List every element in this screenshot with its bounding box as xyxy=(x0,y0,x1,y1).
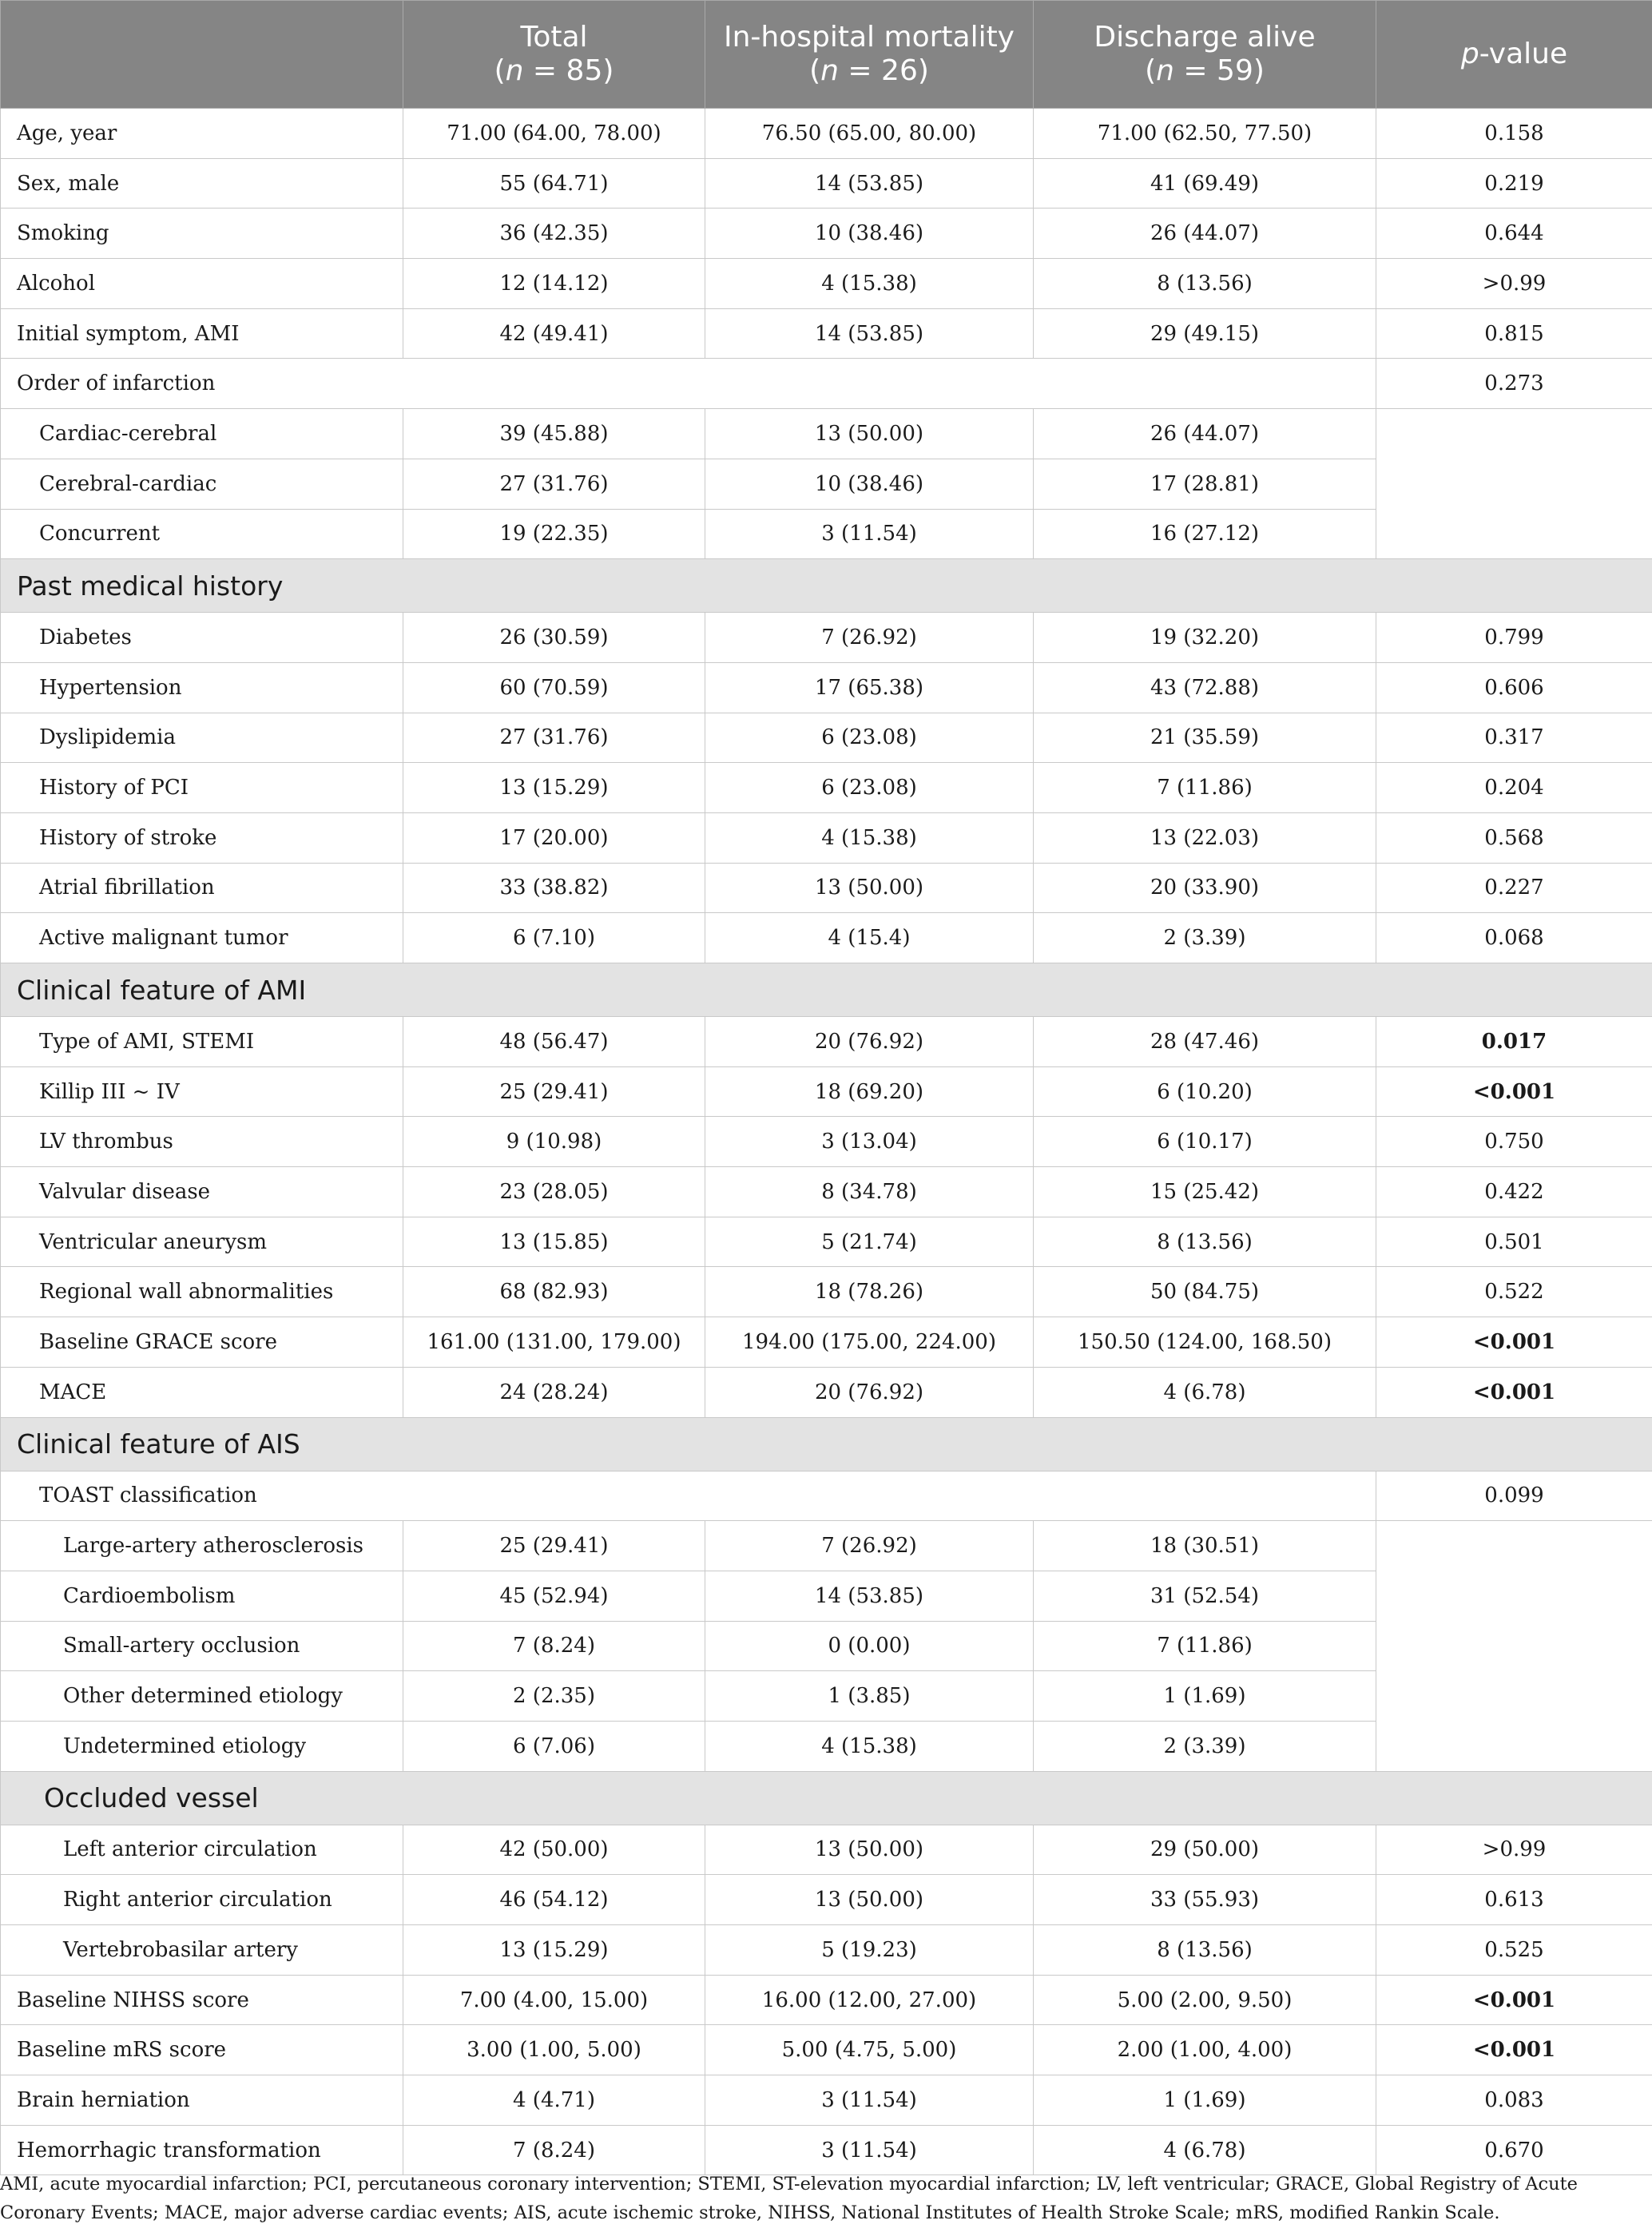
row-grace-score xyxy=(1,1317,1652,1368)
cell-alive: 8 (13.56) xyxy=(1034,1217,1376,1267)
cell-mortality: 20 (76.92) xyxy=(705,1367,1034,1417)
row-dyslipidemia xyxy=(1,713,1652,763)
cell-p: <0.001 xyxy=(1376,2025,1652,2075)
row-age xyxy=(1,109,1652,159)
cell-p: <0.001 xyxy=(1376,1975,1652,2025)
header-row xyxy=(1,1,1652,109)
cell-mortality: 17 (65.38) xyxy=(705,662,1034,713)
cell-total: 19 (22.35) xyxy=(403,509,705,559)
cell-mortality: 7 (26.92) xyxy=(705,1521,1034,1571)
cell-mortality: 18 (69.20) xyxy=(705,1066,1034,1117)
row-atrial-fibrillation xyxy=(1,863,1652,913)
cell-p: 0.670 xyxy=(1376,2125,1652,2175)
row-label: Baseline mRS score xyxy=(1,2025,403,2075)
cell-p: >0.99 xyxy=(1376,1825,1652,1875)
row-label: Initial symptom, AMI xyxy=(1,308,403,359)
row-label: Baseline NIHSS score xyxy=(1,1975,403,2025)
row-diabetes xyxy=(1,613,1652,663)
cell-alive: 26 (44.07) xyxy=(1034,409,1376,459)
row-label: Type of AMI, STEMI xyxy=(1,1017,403,1067)
cell-alive: 71.00 (62.50, 77.50) xyxy=(1034,109,1376,159)
cell-p: >0.99 xyxy=(1376,259,1652,309)
cell-alive: 21 (35.59) xyxy=(1034,713,1376,763)
cell-alive: 4 (6.78) xyxy=(1034,1367,1376,1417)
row-order-of-infarction xyxy=(1,359,1652,409)
cell-mortality: 13 (50.00) xyxy=(705,863,1034,913)
cell-total: 25 (29.41) xyxy=(403,1066,705,1117)
row-label: Vertebrobasilar artery xyxy=(1,1925,403,1976)
cell-alive: 150.50 (124.00, 168.50) xyxy=(1034,1317,1376,1368)
cell-alive: 13 (22.03) xyxy=(1034,812,1376,863)
cell-alive: 19 (32.20) xyxy=(1034,613,1376,663)
row-label: Cardiac-cerebral xyxy=(1,409,403,459)
row-label: TOAST classification xyxy=(1,1471,1376,1521)
cell-alive: 29 (49.15) xyxy=(1034,308,1376,359)
cell-total: 45 (52.94) xyxy=(403,1571,705,1621)
row-label: Killip III ~ IV xyxy=(1,1066,403,1117)
cell-p: 0.750 xyxy=(1376,1117,1652,1167)
cell-p: 0.083 xyxy=(1376,2075,1652,2126)
cell-total: 33 (38.82) xyxy=(403,863,705,913)
cell-mortality: 18 (78.26) xyxy=(705,1267,1034,1317)
header-variable xyxy=(1,1,403,109)
cell-alive: 50 (84.75) xyxy=(1034,1267,1376,1317)
cell-total: 24 (28.24) xyxy=(403,1367,705,1417)
row-stemi xyxy=(1,1017,1652,1067)
cell-alive: 2 (3.39) xyxy=(1034,1721,1376,1771)
row-label: Small-artery occlusion xyxy=(1,1621,403,1671)
cell-p: <0.001 xyxy=(1376,1317,1652,1368)
section-past-medical-history xyxy=(1,559,1652,613)
cell-mortality: 3 (11.54) xyxy=(705,2075,1034,2126)
cell-alive: 6 (10.17) xyxy=(1034,1117,1376,1167)
section-clinical-feature-ais xyxy=(1,1417,1652,1471)
row-label: History of stroke xyxy=(1,812,403,863)
cell-total: 25 (29.41) xyxy=(403,1521,705,1571)
cell-alive: 7 (11.86) xyxy=(1034,1621,1376,1671)
row-label: Right anterior circulation xyxy=(1,1875,403,1925)
section-label: Clinical feature of AMI xyxy=(1,963,1652,1017)
cell-alive: 4 (6.78) xyxy=(1034,2125,1376,2175)
cell-p: 0.606 xyxy=(1376,662,1652,713)
row-wall-abnormalities xyxy=(1,1267,1652,1317)
cell-p: 0.522 xyxy=(1376,1267,1652,1317)
cell-mortality: 5.00 (4.75, 5.00) xyxy=(705,2025,1034,2075)
cell-p: 0.525 xyxy=(1376,1925,1652,1976)
table-footnote: AMI, acute myocardial infarction; PCI, percutaneous coronary intervention; STEMI, ST-elevation myocardial infarction; LV, left ventricular; GRACE, Global Registry of Acute Coronary Events; MACE, major adverse cardiac events; AIS, acute ischemic stroke, NIHSS, National Institutes of Health Stroke Scale; mRS, modified Rankin Scale. xyxy=(0,2174,1578,2223)
cell-p: 0.227 xyxy=(1376,863,1652,913)
row-label: Concurrent xyxy=(1,509,403,559)
row-hemorrhagic-transformation xyxy=(1,2125,1652,2175)
cell-alive: 43 (72.88) xyxy=(1034,662,1376,713)
row-label: Alcohol xyxy=(1,259,403,309)
row-label: Left anterior circulation xyxy=(1,1825,403,1875)
row-label: Order of infarction xyxy=(1,359,1376,409)
row-label: Dyslipidemia xyxy=(1,713,403,763)
cell-alive: 31 (52.54) xyxy=(1034,1571,1376,1621)
header-mortality: In-hospital mortality (n = 26) xyxy=(705,1,1034,109)
section-label: Past medical history xyxy=(1,559,1652,613)
cell-total: 60 (70.59) xyxy=(403,662,705,713)
cell-alive: 8 (13.56) xyxy=(1034,1925,1376,1976)
row-label: Ventricular aneurysm xyxy=(1,1217,403,1267)
row-label: Cerebral-cardiac xyxy=(1,459,403,509)
section-label: Clinical feature of AIS xyxy=(1,1417,1652,1471)
cell-total: 23 (28.05) xyxy=(403,1167,705,1217)
row-mrs xyxy=(1,2025,1652,2075)
row-alcohol xyxy=(1,259,1652,309)
row-history-pci xyxy=(1,763,1652,813)
cell-total: 7 (8.24) xyxy=(403,2125,705,2175)
cell-mortality: 14 (53.85) xyxy=(705,308,1034,359)
row-history-stroke xyxy=(1,812,1652,863)
cell-alive: 18 (30.51) xyxy=(1034,1521,1376,1571)
cell-p: <0.001 xyxy=(1376,1066,1652,1117)
cell-p: 0.204 xyxy=(1376,763,1652,813)
cell-p: 0.099 xyxy=(1376,1471,1652,1521)
cell-p: 0.501 xyxy=(1376,1217,1652,1267)
row-label: MACE xyxy=(1,1367,403,1417)
row-label: LV thrombus xyxy=(1,1117,403,1167)
cell-total: 13 (15.29) xyxy=(403,763,705,813)
row-label: Smoking xyxy=(1,209,403,259)
cell-total: 12 (14.12) xyxy=(403,259,705,309)
cell-mortality: 3 (11.54) xyxy=(705,2125,1034,2175)
cell-p: 0.017 xyxy=(1376,1017,1652,1067)
cell-mortality: 10 (38.46) xyxy=(705,459,1034,509)
cell-total: 42 (49.41) xyxy=(403,308,705,359)
row-smoking xyxy=(1,209,1652,259)
header-alive: Discharge alive (n = 59) xyxy=(1034,1,1376,109)
row-label: Undetermined etiology xyxy=(1,1721,403,1771)
row-hypertension xyxy=(1,662,1652,713)
cell-p: 0.422 xyxy=(1376,1167,1652,1217)
cell-p: 0.317 xyxy=(1376,713,1652,763)
cell-alive: 6 (10.20) xyxy=(1034,1066,1376,1117)
row-label: Brain herniation xyxy=(1,2075,403,2126)
row-label: Other determined etiology xyxy=(1,1671,403,1722)
row-large-artery xyxy=(1,1521,1652,1571)
row-label: Hypertension xyxy=(1,662,403,713)
section-occluded-vessel xyxy=(1,1771,1652,1825)
cell-total: 26 (30.59) xyxy=(403,613,705,663)
cell-p: 0.644 xyxy=(1376,209,1652,259)
cell-p: 0.273 xyxy=(1376,359,1652,409)
cell-mortality: 4 (15.38) xyxy=(705,259,1034,309)
cell-mortality: 3 (13.04) xyxy=(705,1117,1034,1167)
row-vertebrobasilar xyxy=(1,1925,1652,1976)
cell-total: 13 (15.85) xyxy=(403,1217,705,1267)
cell-total: 13 (15.29) xyxy=(403,1925,705,1976)
cell-alive: 41 (69.49) xyxy=(1034,158,1376,209)
cell-mortality: 8 (34.78) xyxy=(705,1167,1034,1217)
row-label: Valvular disease xyxy=(1,1167,403,1217)
cell-p: <0.001 xyxy=(1376,1367,1652,1417)
cell-total: 27 (31.76) xyxy=(403,713,705,763)
cell-total: 2 (2.35) xyxy=(403,1671,705,1722)
row-toast xyxy=(1,1471,1652,1521)
cell-alive: 1 (1.69) xyxy=(1034,1671,1376,1722)
row-valvular-disease xyxy=(1,1167,1652,1217)
row-label: Sex, male xyxy=(1,158,403,209)
cell-p-empty xyxy=(1376,1521,1652,1771)
cell-mortality: 3 (11.54) xyxy=(705,509,1034,559)
row-label: Diabetes xyxy=(1,613,403,663)
cell-total: 161.00 (131.00, 179.00) xyxy=(403,1317,705,1368)
row-label: Regional wall abnormalities xyxy=(1,1267,403,1317)
cell-alive: 15 (25.42) xyxy=(1034,1167,1376,1217)
row-right-anterior xyxy=(1,1875,1652,1925)
cell-mortality: 1 (3.85) xyxy=(705,1671,1034,1722)
cell-alive: 1 (1.69) xyxy=(1034,2075,1376,2126)
cell-total: 71.00 (64.00, 78.00) xyxy=(403,109,705,159)
cell-mortality: 4 (15.38) xyxy=(705,812,1034,863)
cell-total: 7 (8.24) xyxy=(403,1621,705,1671)
cell-alive: 29 (50.00) xyxy=(1034,1825,1376,1875)
cell-mortality: 13 (50.00) xyxy=(705,409,1034,459)
section-label: Occluded vessel xyxy=(1,1771,1652,1825)
cell-total: 68 (82.93) xyxy=(403,1267,705,1317)
cell-total: 6 (7.10) xyxy=(403,913,705,963)
row-lv-thrombus xyxy=(1,1117,1652,1167)
cell-total: 46 (54.12) xyxy=(403,1875,705,1925)
row-sex xyxy=(1,158,1652,209)
cell-mortality: 20 (76.92) xyxy=(705,1017,1034,1067)
cell-p: 0.568 xyxy=(1376,812,1652,863)
row-left-anterior xyxy=(1,1825,1652,1875)
row-label: Cardioembolism xyxy=(1,1571,403,1621)
row-label: Baseline GRACE score xyxy=(1,1317,403,1368)
cell-p: 0.799 xyxy=(1376,613,1652,663)
cell-mortality: 7 (26.92) xyxy=(705,613,1034,663)
row-label: Hemorrhagic transformation xyxy=(1,2125,403,2175)
row-ventricular-aneurysm xyxy=(1,1217,1652,1267)
cell-alive: 8 (13.56) xyxy=(1034,259,1376,309)
row-nihss xyxy=(1,1975,1652,2025)
cell-alive: 16 (27.12) xyxy=(1034,509,1376,559)
cell-total: 36 (42.35) xyxy=(403,209,705,259)
cell-alive: 33 (55.93) xyxy=(1034,1875,1376,1925)
cell-total: 9 (10.98) xyxy=(403,1117,705,1167)
row-label: Large-artery atherosclerosis xyxy=(1,1521,403,1571)
cell-mortality: 4 (15.38) xyxy=(705,1721,1034,1771)
row-cardiac-cerebral xyxy=(1,409,1652,459)
row-label: Age, year xyxy=(1,109,403,159)
cell-mortality: 14 (53.85) xyxy=(705,158,1034,209)
row-killip xyxy=(1,1066,1652,1117)
cell-p: 0.815 xyxy=(1376,308,1652,359)
cell-mortality: 4 (15.4) xyxy=(705,913,1034,963)
cell-p: 0.613 xyxy=(1376,1875,1652,1925)
cell-alive: 26 (44.07) xyxy=(1034,209,1376,259)
cell-total: 27 (31.76) xyxy=(403,459,705,509)
cell-alive: 28 (47.46) xyxy=(1034,1017,1376,1067)
cell-total: 6 (7.06) xyxy=(403,1721,705,1771)
cell-alive: 20 (33.90) xyxy=(1034,863,1376,913)
cell-total: 17 (20.00) xyxy=(403,812,705,863)
cell-total: 42 (50.00) xyxy=(403,1825,705,1875)
cell-mortality: 76.50 (65.00, 80.00) xyxy=(705,109,1034,159)
cell-total: 48 (56.47) xyxy=(403,1017,705,1067)
header-p-value: p-value xyxy=(1376,1,1652,109)
row-label: History of PCI xyxy=(1,763,403,813)
cell-total: 7.00 (4.00, 15.00) xyxy=(403,1975,705,2025)
cell-alive: 5.00 (2.00, 9.50) xyxy=(1034,1975,1376,2025)
header-total: Total (n = 85) xyxy=(403,1,705,109)
cell-total: 4 (4.71) xyxy=(403,2075,705,2126)
cell-mortality: 5 (19.23) xyxy=(705,1925,1034,1976)
cell-mortality: 13 (50.00) xyxy=(705,1875,1034,1925)
cell-mortality: 13 (50.00) xyxy=(705,1825,1034,1875)
cell-alive: 17 (28.81) xyxy=(1034,459,1376,509)
row-label: Atrial fibrillation xyxy=(1,863,403,913)
row-malignant-tumor xyxy=(1,913,1652,963)
cell-mortality: 10 (38.46) xyxy=(705,209,1034,259)
cell-total: 39 (45.88) xyxy=(403,409,705,459)
section-clinical-feature-ami xyxy=(1,963,1652,1017)
cell-alive: 2 (3.39) xyxy=(1034,913,1376,963)
row-label: Active malignant tumor xyxy=(1,913,403,963)
cell-mortality: 16.00 (12.00, 27.00) xyxy=(705,1975,1034,2025)
row-initial-symptom xyxy=(1,308,1652,359)
cell-p-empty xyxy=(1376,409,1652,559)
cell-p: 0.219 xyxy=(1376,158,1652,209)
cell-mortality: 6 (23.08) xyxy=(705,763,1034,813)
row-mace xyxy=(1,1367,1652,1417)
cell-alive: 7 (11.86) xyxy=(1034,763,1376,813)
row-brain-herniation xyxy=(1,2075,1652,2126)
cell-mortality: 6 (23.08) xyxy=(705,713,1034,763)
cell-p: 0.068 xyxy=(1376,913,1652,963)
cell-alive: 2.00 (1.00, 4.00) xyxy=(1034,2025,1376,2075)
cell-mortality: 5 (21.74) xyxy=(705,1217,1034,1267)
cell-total: 55 (64.71) xyxy=(403,158,705,209)
cell-mortality: 0 (0.00) xyxy=(705,1621,1034,1671)
cell-mortality: 14 (53.85) xyxy=(705,1571,1034,1621)
cell-total: 3.00 (1.00, 5.00) xyxy=(403,2025,705,2075)
cell-mortality: 194.00 (175.00, 224.00) xyxy=(705,1317,1034,1368)
cell-p: 0.158 xyxy=(1376,109,1652,159)
